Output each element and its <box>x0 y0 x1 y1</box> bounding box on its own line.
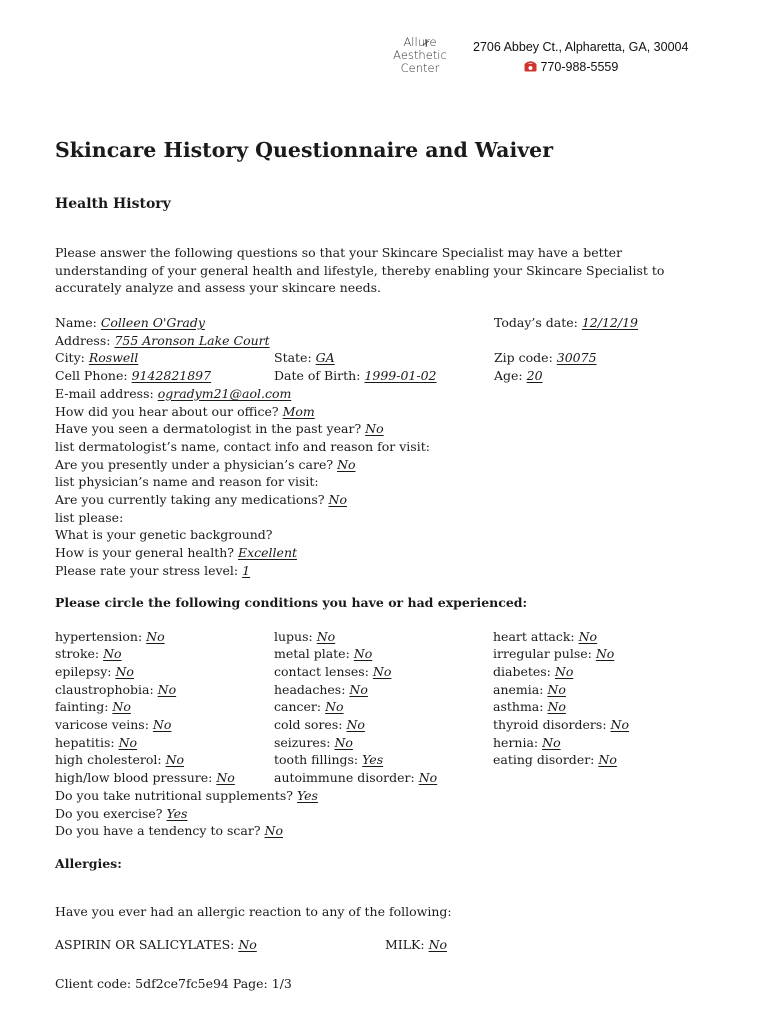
address-field: Address: 755 Aronson Lake Court <box>55 332 270 348</box>
question-row: Please rate your stress level: 1 <box>55 562 251 578</box>
name-field: Name: Colleen O'Grady <box>55 315 205 330</box>
allergy-item: ASPIRIN OR SALICYLATES: No <box>55 937 257 952</box>
condition-item: metal plate: No <box>274 646 373 662</box>
allergies-heading: Allergies: <box>55 856 122 871</box>
age-value: 20 <box>526 368 543 384</box>
question-row: Are you presently under a physician’s care? No <box>55 456 356 472</box>
logo-line-2: Aesthetic <box>393 48 447 62</box>
city-value: Roswell <box>88 350 139 366</box>
address-value: 755 Aronson Lake Court <box>114 332 270 348</box>
condition-item: autoimmune disorder: No <box>274 770 438 786</box>
clinic-address: 2706 Abbey Ct., Alpharetta, GA, 30004 <box>473 40 689 54</box>
condition-item: epilepsy: No <box>55 663 134 679</box>
condition-item: diabetes: No <box>493 663 574 679</box>
condition-item: heart attack: No <box>493 628 598 644</box>
intro-paragraph: Please answer the following questions so that your Skincare Specialist may have a better understanding of your general health and lifestyle, thereby enabling your Skincare Specialist to accurately analyze and assess your skincare needs. <box>55 245 665 296</box>
condition-item: irregular pulse: No <box>493 646 615 662</box>
state-field: State: GA <box>274 350 335 366</box>
email-value: ogradym21@aol.com <box>157 385 292 401</box>
zip-value: 30075 <box>556 350 597 366</box>
name-value: Colleen O'Grady <box>100 315 205 330</box>
condition-item: seizures: No <box>274 734 353 750</box>
condition-item: headaches: No <box>274 681 368 697</box>
allergy-item: MILK: No <box>385 937 448 952</box>
phone-icon <box>524 61 537 72</box>
condition-item: anemia: No <box>493 681 566 697</box>
condition-item: tooth fillings: Yes <box>274 752 384 768</box>
section-health-history: Health History <box>55 196 171 212</box>
condition-item: cold sores: No <box>274 717 365 732</box>
condition-item: eating disorder: No <box>493 752 617 768</box>
clinic-phone: 770-988-5559 <box>540 60 619 74</box>
condition-item: high/low blood pressure: No <box>55 770 235 786</box>
condition-item: fainting: No <box>55 699 131 715</box>
condition-item: varicose veins: No <box>55 717 172 732</box>
city-field: City: Roswell <box>55 350 139 366</box>
question-row: Do you exercise? Yes <box>55 805 188 821</box>
page-title: Skincare History Questionnaire and Waiver <box>55 138 553 162</box>
condition-item: claustrophobia: No <box>55 681 177 697</box>
dob-value: 1999-01-02 <box>364 368 437 384</box>
zip-field: Zip code: 30075 <box>494 350 597 366</box>
question-row: How did you hear about our office? Mom <box>55 403 315 419</box>
state-value: GA <box>315 350 335 366</box>
question-row: Have you seen a dermatologist in the past year? No <box>55 421 384 437</box>
email-field: E-mail address: ogradym21@aol.com <box>55 385 292 401</box>
condition-item: hypertension: No <box>55 628 165 644</box>
condition-item: lupus: No <box>274 628 336 644</box>
logo-line-3: Center <box>400 61 440 75</box>
question-row: list please: <box>55 509 124 525</box>
condition-item: cancer: No <box>274 699 344 715</box>
condition-item: contact lenses: No <box>274 663 392 679</box>
logo-line-1: Allure <box>403 35 437 49</box>
condition-item: stroke: No <box>55 646 122 662</box>
clinic-phone-row <box>524 60 618 74</box>
question-row: list physician’s name and reason for visit: <box>55 474 319 490</box>
conditions-heading: Please circle the following conditions you have or had experienced: <box>55 595 528 610</box>
question-row: How is your general health? Excellent <box>55 545 298 561</box>
question-row: Do you have a tendency to scar? No <box>55 823 283 839</box>
today-date-value: 12/12/19 <box>581 315 638 330</box>
condition-item: hernia: No <box>493 734 561 750</box>
question-row: Are you currently taking any medications? No <box>55 492 347 507</box>
allergies-question: Have you ever had an allergic reaction to any of the following: <box>55 904 452 919</box>
condition-item: asthma: No <box>493 699 566 715</box>
cell-phone-value: 9142821897 <box>131 368 212 384</box>
dob-field: Date of Birth: 1999-01-02 <box>274 368 437 384</box>
today-date-field: Today’s date: 12/12/19 <box>494 315 638 330</box>
age-field: Age: 20 <box>494 368 543 384</box>
question-row: What is your genetic background? <box>55 527 273 543</box>
question-row: Do you take nutritional supplements? Yes <box>55 787 318 803</box>
condition-item: hepatitis: No <box>55 734 138 750</box>
cell-phone-field: Cell Phone: 9142821897 <box>55 368 212 384</box>
condition-item: thyroid disorders: No <box>493 717 629 732</box>
condition-item: high cholesterol: No <box>55 752 185 768</box>
question-row: list dermatologist’s name, contact info and reason for visit: <box>55 438 430 454</box>
page-footer: Client code: 5df2ce7fc5e94 Page: 1/3 <box>55 976 292 991</box>
